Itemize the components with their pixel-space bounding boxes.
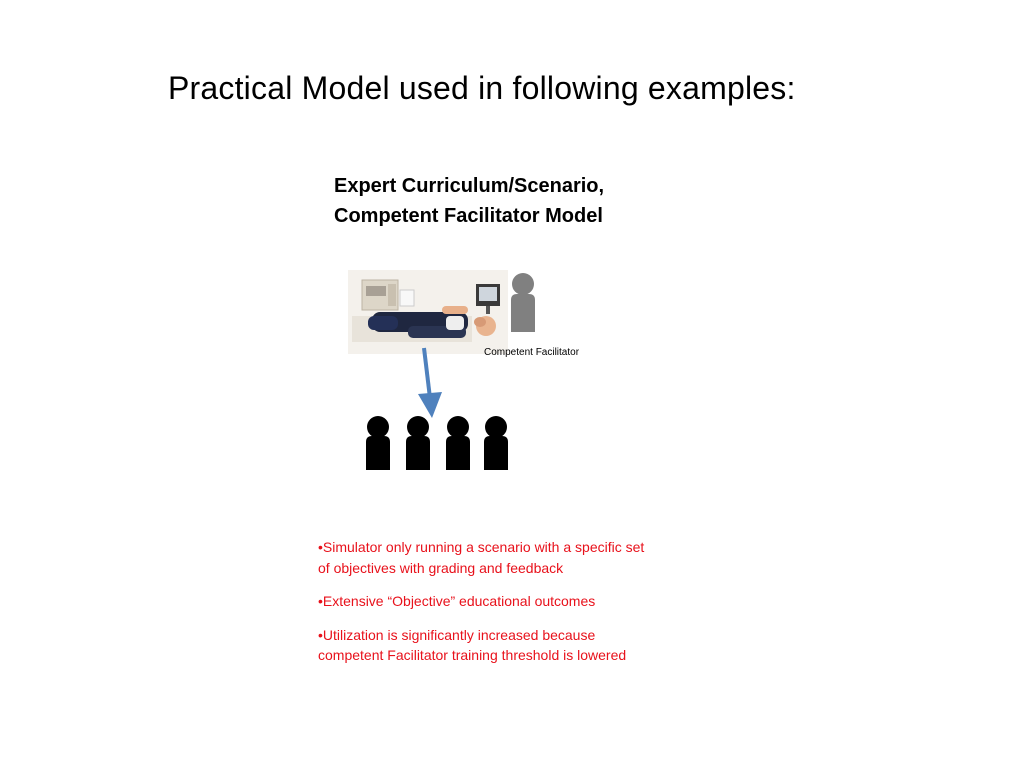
bullet-list xyxy=(318,537,648,679)
bullet-item: •Extensive “Objective” educational outcomes xyxy=(318,593,596,609)
learner-person-icon xyxy=(444,416,472,470)
bullet-item: •Utilization is significantly increased because competent Facilitator training threshold is lowered xyxy=(318,626,627,663)
model-heading xyxy=(334,171,604,231)
facilitator-person-icon xyxy=(508,272,538,334)
bullet-item: •Simulator only running a scenario with a specific set of objectives with grading and feedback xyxy=(318,539,645,576)
slide-title: Practical Model used in following examples: xyxy=(168,70,796,106)
learner-person-icon xyxy=(404,416,432,470)
down-arrow-icon xyxy=(410,346,450,420)
patient-simulator-mannequin-icon xyxy=(348,270,508,354)
learner-person-icon xyxy=(482,416,510,470)
model-heading-line-1: Expert Curriculum/Scenario, xyxy=(334,175,605,197)
learner-group xyxy=(364,416,514,472)
facilitator-label: Competent Facilitator xyxy=(484,347,580,358)
learner-person-icon xyxy=(364,416,392,470)
model-heading-line-2: Competent Facilitator Model xyxy=(334,205,603,227)
